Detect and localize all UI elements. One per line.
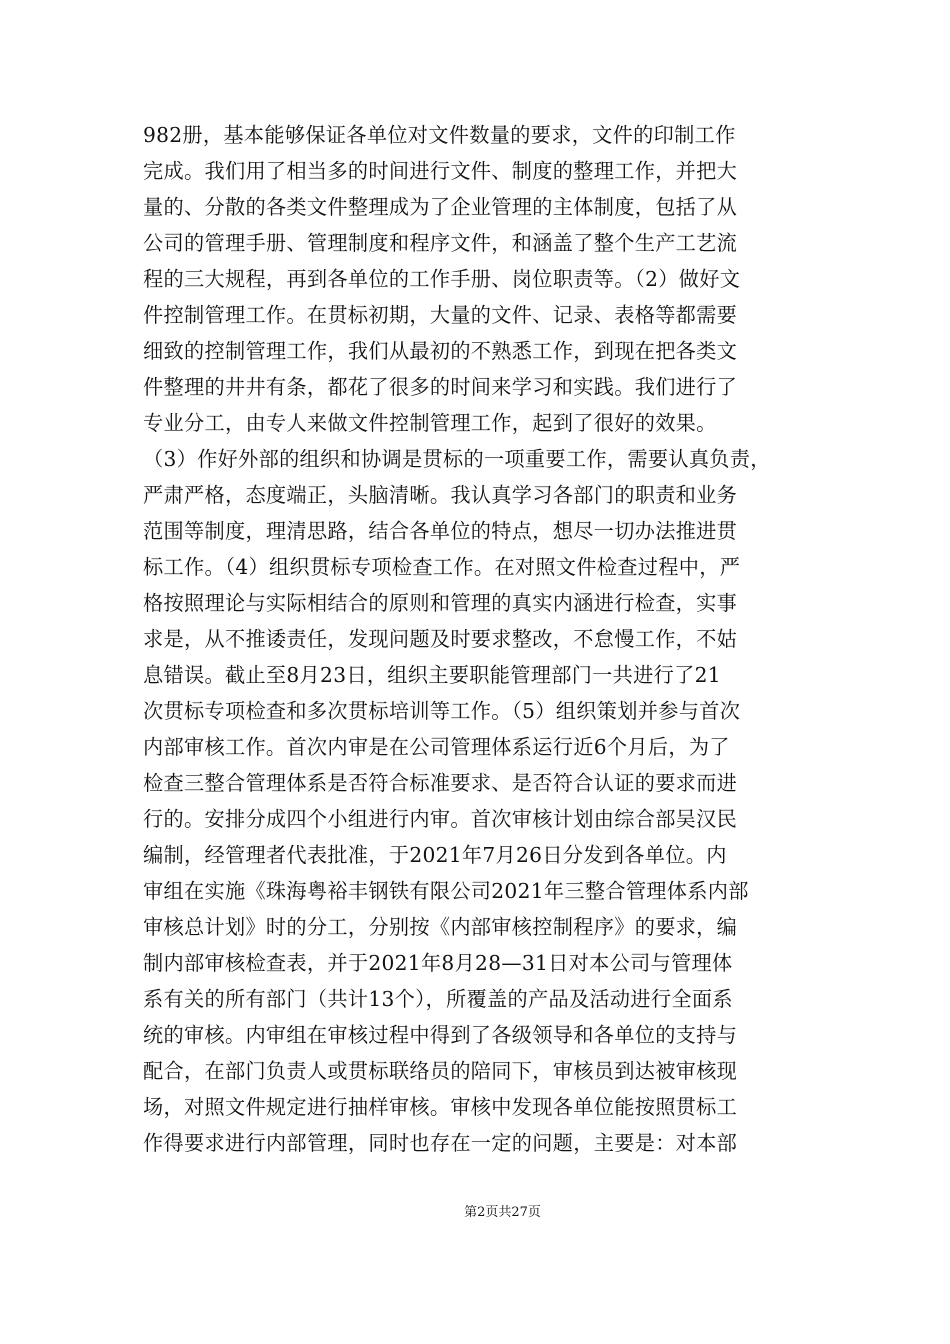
page-number-footer: 第2页共27页: [464, 1205, 541, 1220]
text-line: 量的、分散的各类文件整理成为了企业管理的主体制度，包括了从: [143, 195, 738, 219]
text-line: 编制，经管理者代表批准，于2021年7月26日分发到各单位。内: [143, 843, 727, 867]
text-line: 次贯标专项检查和多次贯标培训等工作。（5）组织策划并参与首次: [143, 699, 741, 723]
text-line: 细致的控制管理工作，我们从最初的不熟悉工作，到现在把各类文: [143, 339, 738, 363]
text-line: 检查三整合管理体系是否符合标准要求、是否符合认证的要求而进: [143, 771, 738, 795]
text-line: 专业分工，由专人来做文件控制管理工作，起到了很好的效果。: [143, 411, 717, 435]
text-line: 内部审核工作。首次内审是在公司管理体系运行近6个月后，为了: [143, 735, 730, 759]
text-line: 程的三大规程，再到各单位的工作手册、岗位职责等。（2）做好文: [143, 267, 741, 291]
text-line: 审组在实施《珠海粤裕丰钢铁有限公司2021年三整合管理体系内部: [143, 879, 749, 903]
text-line: 标工作。（4）组织贯标专项检查工作。在对照文件检查过程中，严: [143, 555, 741, 579]
text-line: 配合，在部门负责人或贯标联络员的陪同下，审核员到达被审核现: [143, 1059, 738, 1083]
text-line: 作得要求进行内部管理，同时也存在一定的问题，主要是：对本部: [143, 1131, 738, 1155]
text-line: 公司的管理手册、管理制度和程序文件，和涵盖了整个生产工艺流: [143, 231, 738, 255]
text-line: （3）作好外部的组织和协调是贯标的一项重要工作，需要认真负责，: [143, 447, 771, 471]
text-line: 982册，基本能够保证各单位对文件数量的要求，文件的印制工作: [143, 123, 736, 147]
text-line: 件控制管理工作。在贯标初期，大量的文件、记录、表格等都需要: [143, 303, 738, 327]
text-line: 系有关的所有部门（共计13个），所覆盖的产品及活动进行全面系: [143, 987, 733, 1011]
text-line: 审核总计划》时的分工，分别按《内部审核控制程序》的要求，编: [143, 915, 738, 939]
text-line: 制内部审核检查表，并于2021年8月28—31日对本公司与管理体: [143, 951, 733, 975]
body-text: [143, 117, 813, 1161]
text-line: 场，对照文件规定进行抽样审核。审核中发现各单位能按照贯标工: [143, 1095, 738, 1119]
text-line: 完成。我们用了相当多的时间进行文件、制度的整理工作，并把大: [143, 159, 738, 183]
text-line: 统的审核。内审组在审核过程中得到了各级领导和各单位的支持与: [143, 1023, 738, 1047]
text-line: 求是，从不推诿责任，发现问题及时要求整改，不怠慢工作，不姑: [143, 627, 738, 651]
text-line: 严肃严格，态度端正，头脑清晰。我认真学习各部门的职责和业务: [143, 483, 738, 507]
text-line: 件整理的井井有条，都花了很多的时间来学习和实践。我们进行了: [143, 375, 738, 399]
text-line: 格按照理论与实际相结合的原则和管理的真实内涵进行检查，实事: [143, 591, 738, 615]
text-line: 范围等制度，理清思路，结合各单位的特点，想尽一切办法推进贯: [143, 519, 738, 543]
text-line: 行的。安排分成四个小组进行内审。首次审核计划由综合部吴汉民: [143, 807, 738, 831]
text-line: 息错误。截止至8月23日，组织主要职能管理部门一共进行了21: [143, 663, 721, 687]
